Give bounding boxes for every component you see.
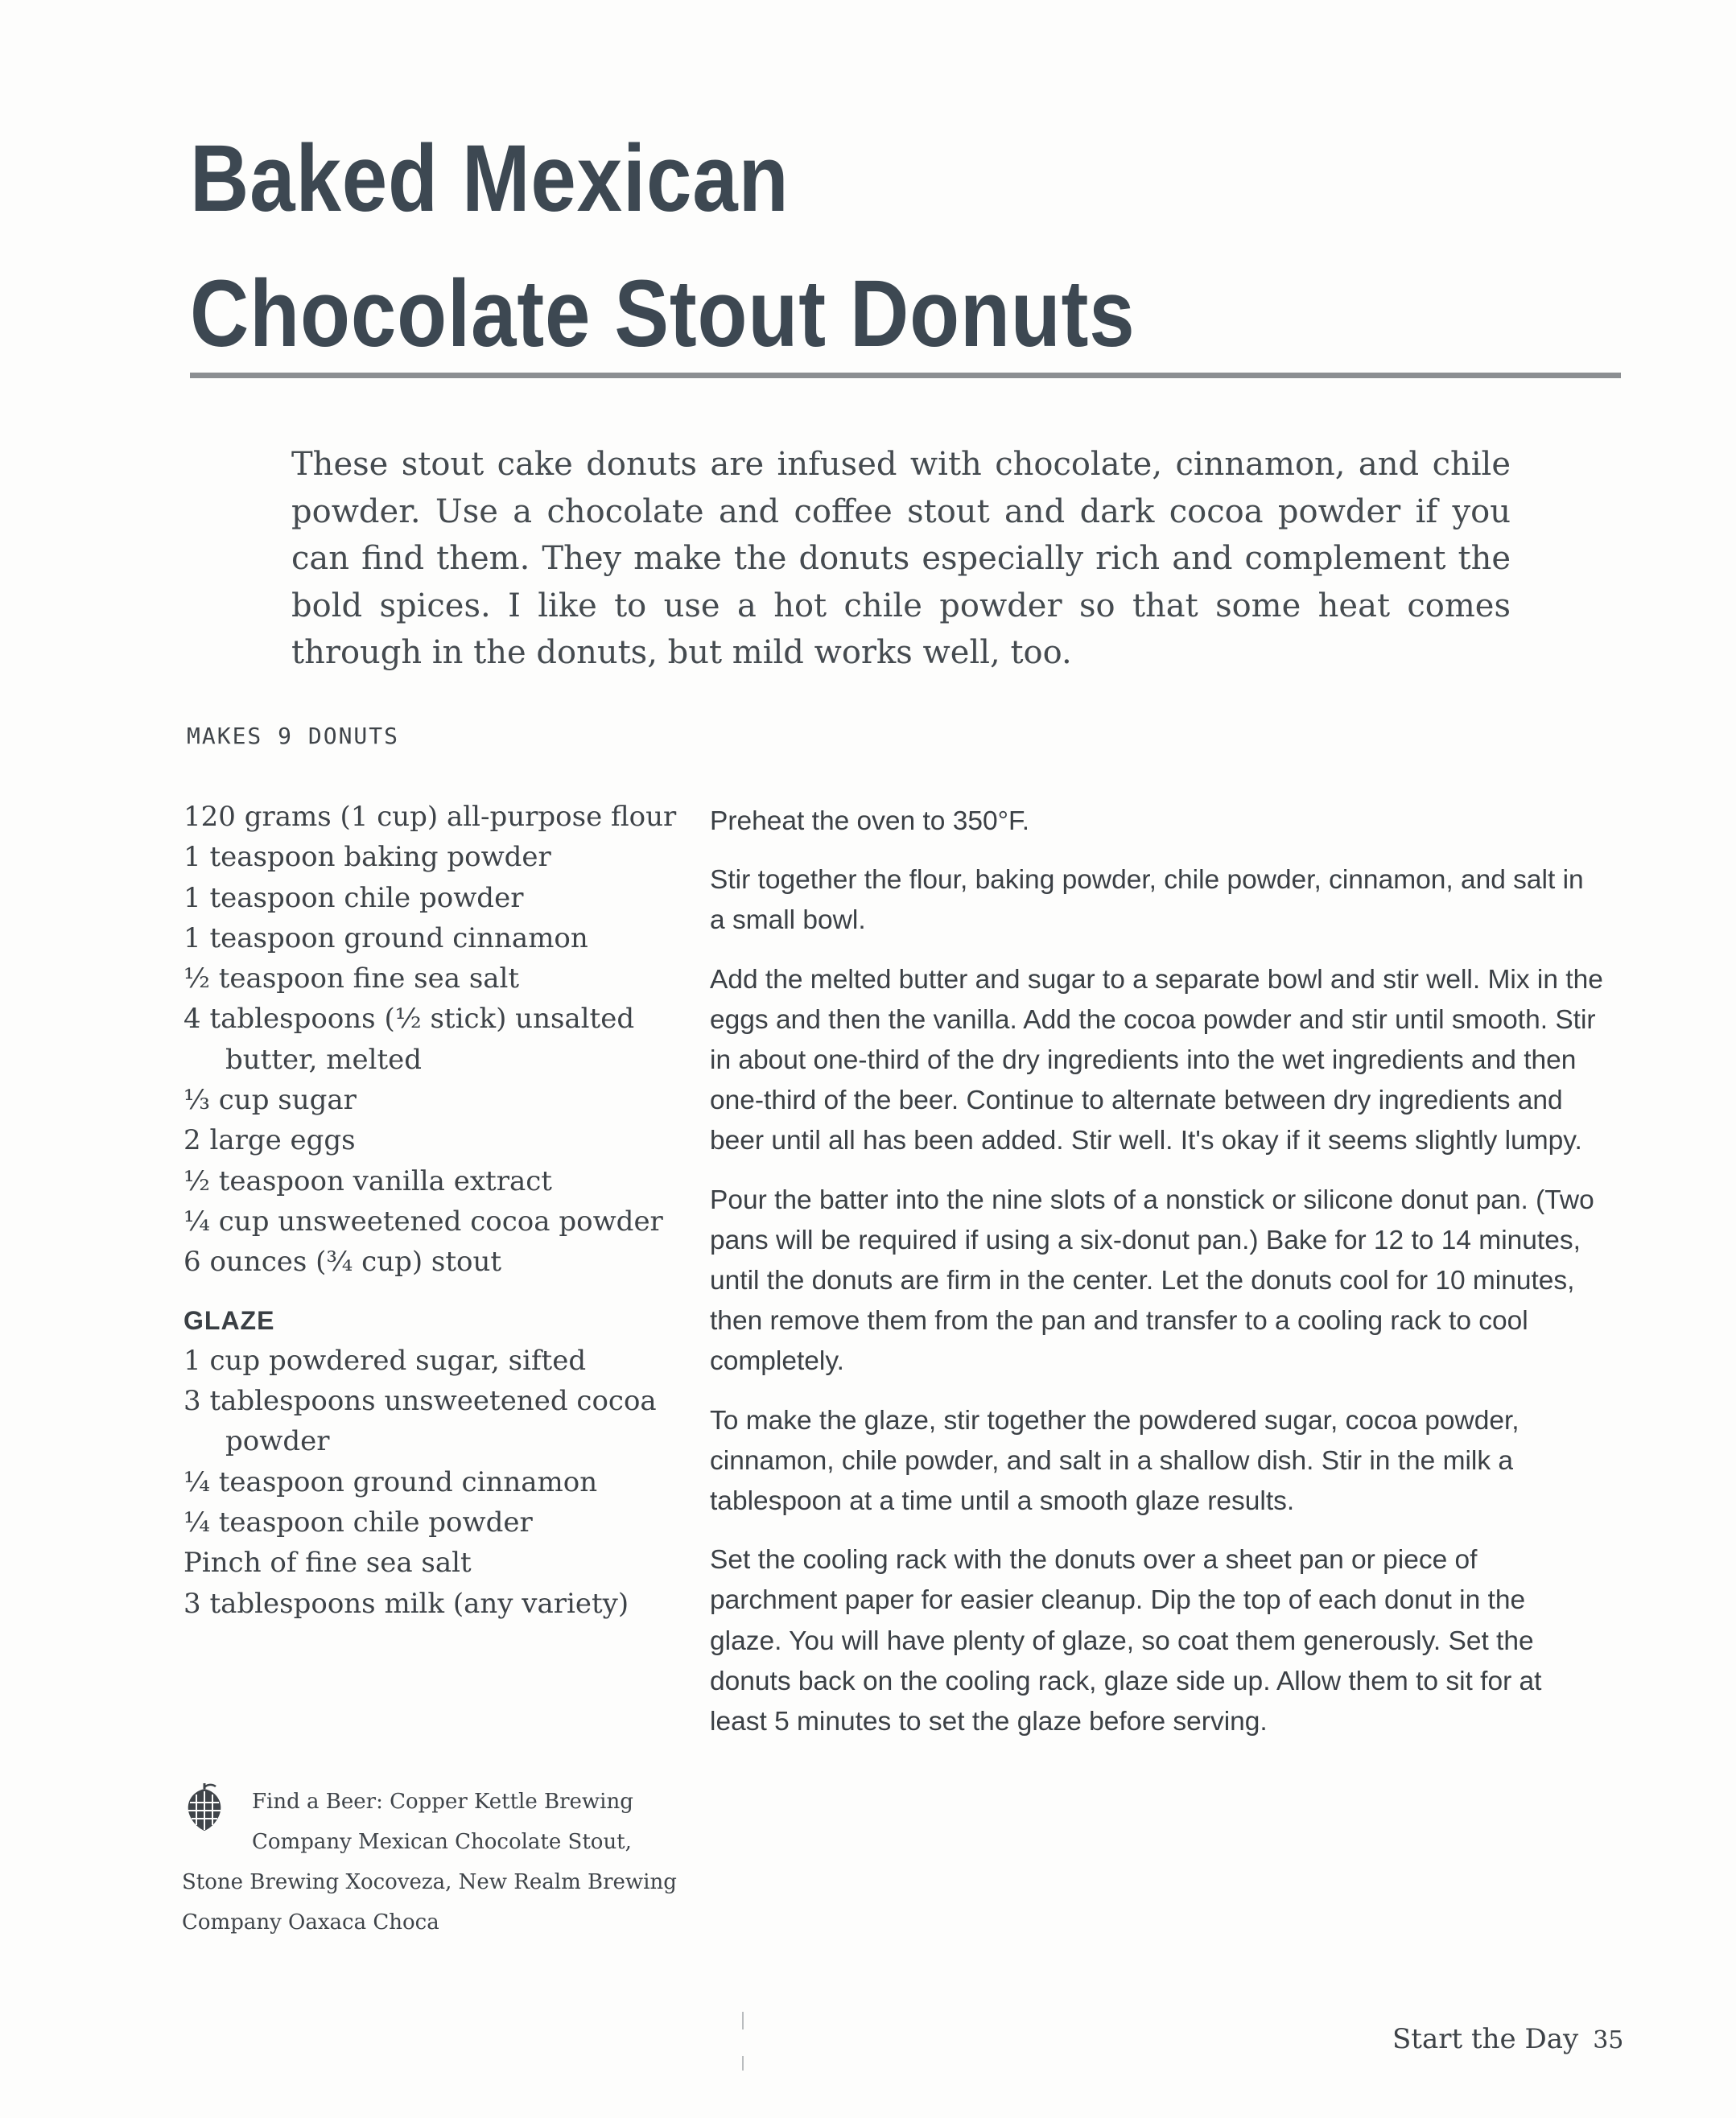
- glaze-ingredient-item-continued: powder: [225, 1425, 330, 1458]
- ingredient-item: 1 teaspoon chile powder: [183, 881, 524, 914]
- title-divider: [190, 373, 1621, 378]
- beer-note-line: Stone Brewing Xocoveza, New Realm Brewing: [182, 1870, 677, 1894]
- glaze-ingredient-item: 3 tablespoons unsweetened cocoa: [183, 1385, 657, 1418]
- hop-icon: [182, 1782, 227, 1832]
- page-number: 35: [1593, 2026, 1624, 2054]
- direction-step: Preheat the oven to 350°F.: [710, 806, 1030, 836]
- ingredient-item: ⅓ cup sugar: [183, 1084, 357, 1117]
- glaze-ingredient-item: Pinch of fine sea salt: [183, 1547, 472, 1580]
- ingredient-item: ½ teaspoon vanilla extract: [183, 1164, 552, 1197]
- ingredient-item: 1 teaspoon baking powder: [183, 841, 551, 874]
- glaze-ingredient-item: 1 cup powdered sugar, sifted: [183, 1344, 587, 1377]
- recipe-directions: [710, 801, 1603, 1761]
- section-name: Start the Day: [1392, 2023, 1579, 2055]
- recipe-title: [190, 111, 1136, 381]
- ingredient-item: 4 tablespoons (½ stick) unsalted: [183, 1003, 635, 1036]
- beer-note-line: Find a Beer: Copper Kettle Brewing: [252, 1790, 633, 1814]
- scan-artifact: [742, 2056, 744, 2071]
- ingredient-item-continued: butter, melted: [225, 1043, 423, 1076]
- direction-step: Pour the batter into the nine slots of a nonstick or silicone donut pan. (Two pans will be required if using a six-donut pan.) Bake for 12 to 14 minutes, until the donuts are firm in the center. Let the donuts cool for 10 minutes, then remove them from the pan and transfer to a cooling rack to cool completely.: [710, 1185, 1594, 1377]
- recipe-yield: MAKES 9 DONUTS: [187, 723, 400, 749]
- beer-note-line: Company Mexican Chocolate Stout,: [252, 1830, 632, 1854]
- ingredient-list: [183, 797, 682, 1624]
- glaze-ingredient-item: 3 tablespoons milk (any variety): [183, 1587, 629, 1620]
- ingredient-item: 6 ounces (¾ cup) stout: [183, 1246, 502, 1279]
- scan-artifact: [742, 2012, 744, 2029]
- recipe-title-line-1: Baked Mexican: [190, 126, 790, 232]
- ingredient-item: ½ teaspoon fine sea salt: [183, 962, 520, 995]
- glaze-ingredient-item: ¼ teaspoon chile powder: [183, 1506, 533, 1539]
- ingredient-item: ¼ cup unsweetened cocoa powder: [183, 1205, 663, 1238]
- recipe-intro: These stout cake donuts are infused with chocolate, cinnamon, and chile powder. Use a chocolate and coffee stout and dark cocoa powder if you can find them. They make the donuts especially rich and complement the bold spices. I like to use a hot chile powder so that some heat comes through in the donuts, but mild works well, too.: [291, 446, 1511, 671]
- glaze-ingredient-item: ¼ teaspoon ground cinnamon: [183, 1465, 598, 1498]
- beer-note-line: Company Oaxaca Choca: [182, 1910, 439, 1935]
- glaze-heading: GLAZE: [183, 1305, 275, 1335]
- direction-step: Add the melted butter and sugar to a separate bowl and stir well. Mix in the eggs and then the vanilla. Add the cocoa powder and stir until smooth. Stir in about one-third of the dry ingredients into the wet ingredients and then one-third of the beer. Continue to alternate between dry ingredients and beer until all has been added. Stir well. It's okay if it seems slightly lumpy.: [710, 964, 1603, 1156]
- recipe-title-line-2: Chocolate Stout Donuts: [190, 261, 1136, 367]
- find-a-beer-note: [182, 1782, 681, 1943]
- direction-step: Set the cooling rack with the donuts over a sheet pan or piece of parchment paper for easier cleanup. Dip the top of each donut in the glaze. You will have plenty of glaze, so coat them generously. Set the donuts back on the cooling rack, glaze side up. Allow them to sit for at least 5 minutes to set the glaze before serving.: [710, 1545, 1542, 1737]
- ingredient-item: 120 grams (1 cup) all-purpose flour: [183, 801, 677, 833]
- page-footer: [1392, 2023, 1623, 2055]
- ingredient-item: 2 large eggs: [183, 1124, 356, 1157]
- ingredient-item: 1 teaspoon ground cinnamon: [183, 921, 588, 954]
- direction-step: To make the glaze, stir together the powdered sugar, cocoa powder, cinnamon, chile powder, and salt in a shallow dish. Stir in the milk a tablespoon at a time until a smooth glaze results.: [710, 1405, 1520, 1517]
- direction-step: Stir together the flour, baking powder, chile powder, cinnamon, and salt in a small bowl.: [710, 865, 1584, 936]
